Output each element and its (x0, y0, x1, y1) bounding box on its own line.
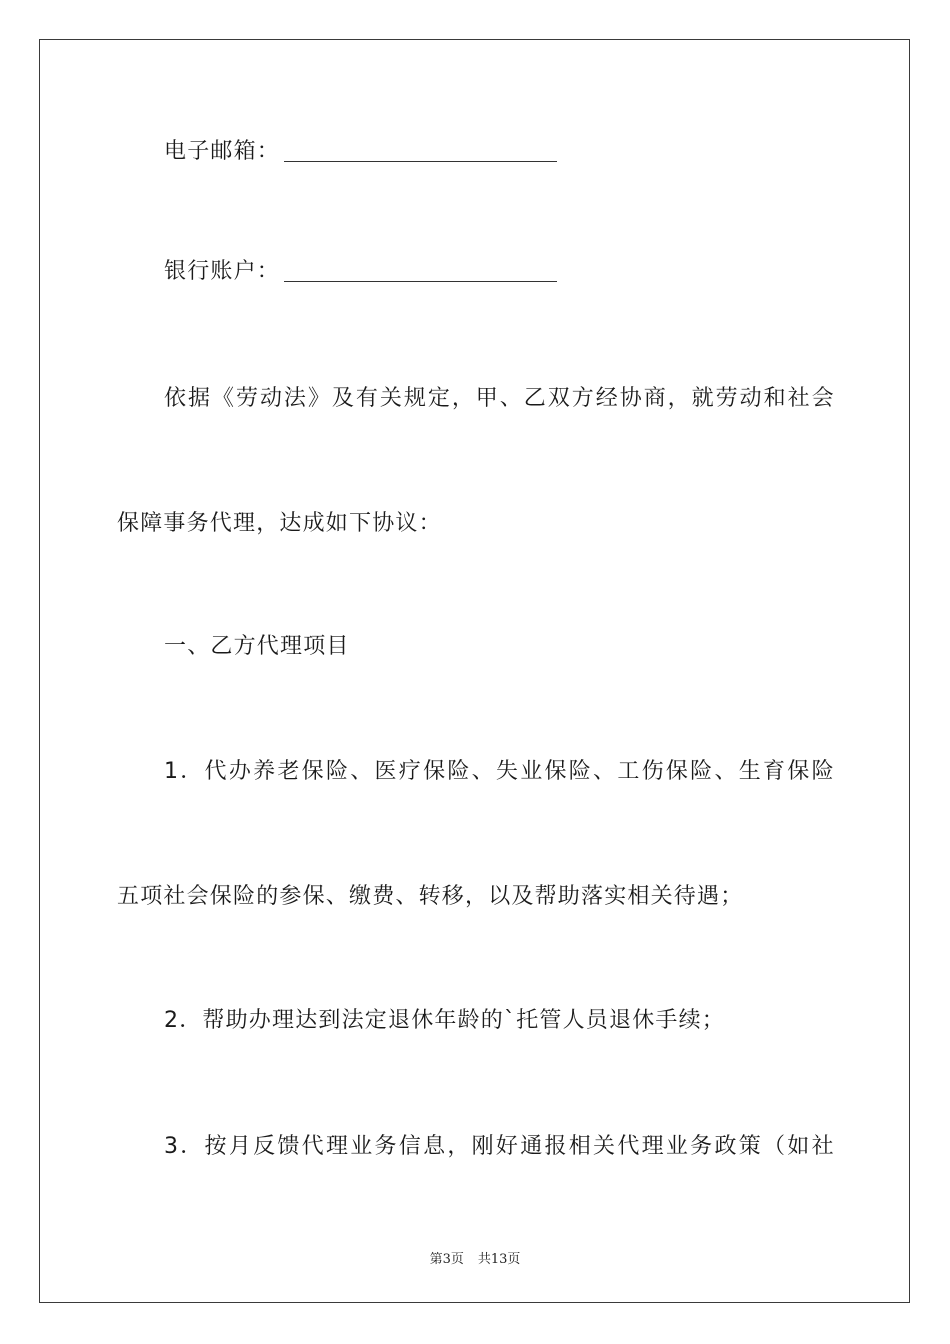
intro-paragraph-line-1: 依 据 《 劳 动 法 》 及 有 关 规 定 ， 甲 、 乙 双 方 经 协 商 ， 就 劳 动 和 社 会 (164, 386, 834, 411)
item-1-line-2: 五项社会保险的参保、缴费、转移，以及帮助落实相关待遇； (117, 884, 744, 909)
section-heading-1: 一、乙方代理项目 (164, 634, 350, 659)
total-pages: 共13页 (477, 1252, 521, 1267)
bank-account-field-row (164, 257, 557, 287)
email-blank-line (284, 160, 557, 162)
page-footer (0, 1248, 950, 1267)
item-1-line-1: 1 ． 代 办 养 老 保 险 、 医 疗 保 险 、 失 业 保 险 、 工 伤 保 险 、 生 育 保 险 (164, 759, 834, 784)
email-label: 电子邮箱： (164, 139, 281, 164)
bank-account-blank-line (284, 280, 557, 282)
intro-paragraph-line-2: 保障事务代理，达成如下协议： (117, 511, 442, 536)
item-3-line-1: 3 ． 按 月 反 馈 代 理 业 务 信 息 ， 刚 好 通 报 相 关 代 理 业 务 政 策 （ 如 社 (164, 1134, 834, 1159)
item-2: 2．帮助办理达到法定退休年龄的`托管人员退休手续； (164, 1008, 725, 1033)
page-border (39, 39, 910, 1303)
bank-account-label: 银行账户： (164, 259, 281, 284)
page-number: 第3页 (429, 1252, 464, 1267)
email-field-row (164, 137, 557, 167)
